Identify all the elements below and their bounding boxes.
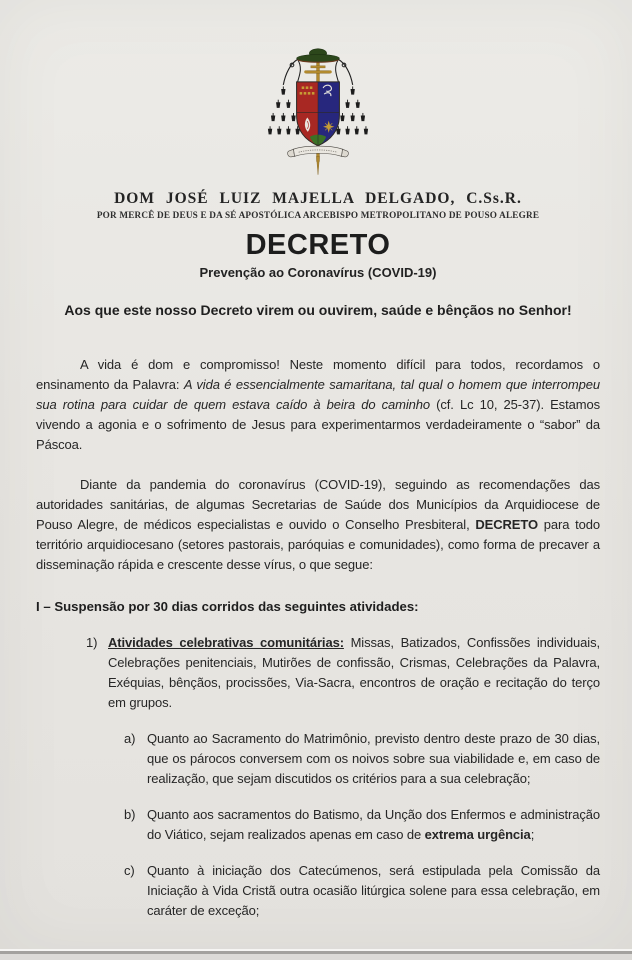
tassels-left	[268, 86, 300, 134]
decree-title: DECRETO	[245, 229, 391, 261]
lettered-item-a	[124, 729, 600, 789]
section-1-heading: I – Suspensão por 30 dias corridos das seguintes atividades:	[36, 599, 419, 615]
archbishop-name: DOM JOSÉ LUIZ MAJELLA DELGADO, C.Ss.R.	[114, 190, 522, 207]
paragraph-text: para todo território arquidiocesano (setores pastorais, paróquias e comunidades), como forma de precaver a disseminação rápida e crescente desse vírus, o que segue:	[36, 517, 601, 573]
lettered-item-b	[124, 805, 600, 845]
intro-paragraph-1	[36, 355, 600, 455]
salutation-line: Aos que este nosso Decreto virem ou ouvirem, saúde e bênçãos no Senhor!	[64, 302, 572, 318]
item-text	[108, 633, 600, 713]
archbishop-title-line: POR MERCÊ DE DEUS E DA SÉ APOSTÓLICA ARCEBISPO METROPOLITANO DE POUSO ALEGRE	[96, 210, 540, 220]
cross-point	[316, 156, 319, 174]
episcopal-coat-of-arms-icon	[267, 46, 369, 184]
shield	[297, 82, 340, 146]
item-text-lead: Quanto aos sacramentos do Batismo, da Unção dos Enfermos e administração do Viático, sejam realizados apenas em caso de	[147, 807, 600, 843]
scripture-quote: A vida é essencialmente samaritana, tal qual o homem que interrompeu sua rotina para cuidar de quem estava caído à beira do caminho	[36, 377, 600, 413]
tassels-right	[336, 86, 368, 134]
item-marker: b)	[124, 807, 136, 823]
paragraph-text: A vida é dom e compromisso! Neste momento difícil para todos, recordamos o ensinamento da Palavra:	[36, 357, 600, 393]
paragraph-text: Diante da pandemia do coronavírus (COVID-19), seguindo as recomendações das autoridades sanitárias, de algumas Secretarias de Saúde dos Municípios da Arquidiocese de Pouso Alegre, de médicos especialistas e ouvido o Conselho Presbiteral,	[36, 477, 600, 533]
item-marker: c)	[124, 863, 135, 879]
document-content	[0, 46, 632, 921]
item-text	[147, 729, 600, 789]
item-text-lead: Quanto ao Sacramento do Matrimônio, previsto dentro deste prazo de 30 dias, que os párocos conversem com os noivos sobre sua viabilidade e, em caso de realização, que sejam discutidos os critérios para a sua celebração;	[147, 731, 600, 787]
item-text-tail: ;	[530, 827, 535, 843]
paper-bottom-edge	[0, 951, 632, 954]
item-text	[147, 805, 600, 845]
item-marker: a)	[124, 731, 136, 747]
item-emphasis: extrema urgência	[424, 827, 531, 843]
item-text-lead: Quanto à iniciação dos Catecúmenos, será estipulada pela Comissão da Iniciação à Vida Cristã outra ocasião litúrgica solene para essa celebração, em caráter de exceção;	[147, 863, 600, 919]
item-text	[147, 861, 600, 921]
decreto-emphasis: DECRETO	[475, 517, 538, 533]
numbered-item-1	[86, 633, 600, 713]
decree-subtitle: Prevenção ao Coronavírus (COVID-19)	[199, 265, 437, 280]
item-lead-emphasis: Atividades celebrativas comunitárias:	[108, 635, 344, 651]
item-text-tail: Missas, Batizados, Confissões individuais, Celebrações penitenciais, Mutirões de confissão, Crismas, Celebrações da Palavra, Exéquias, bênçãos, procissões, Via-Sacra, encontros de oração e recitação do terço em grupos.	[108, 635, 600, 711]
galero-hat	[297, 48, 340, 62]
intro-paragraph-2	[36, 475, 600, 575]
lettered-item-c	[124, 861, 600, 921]
item-marker: 1)	[86, 635, 98, 651]
paragraph-text: (cf. Lc 10, 25-37). Estamos vivendo a agonia e o sofrimento de Jesus para experimentarmos verdadeiramente o “sabor” da Páscoa.	[36, 397, 600, 453]
